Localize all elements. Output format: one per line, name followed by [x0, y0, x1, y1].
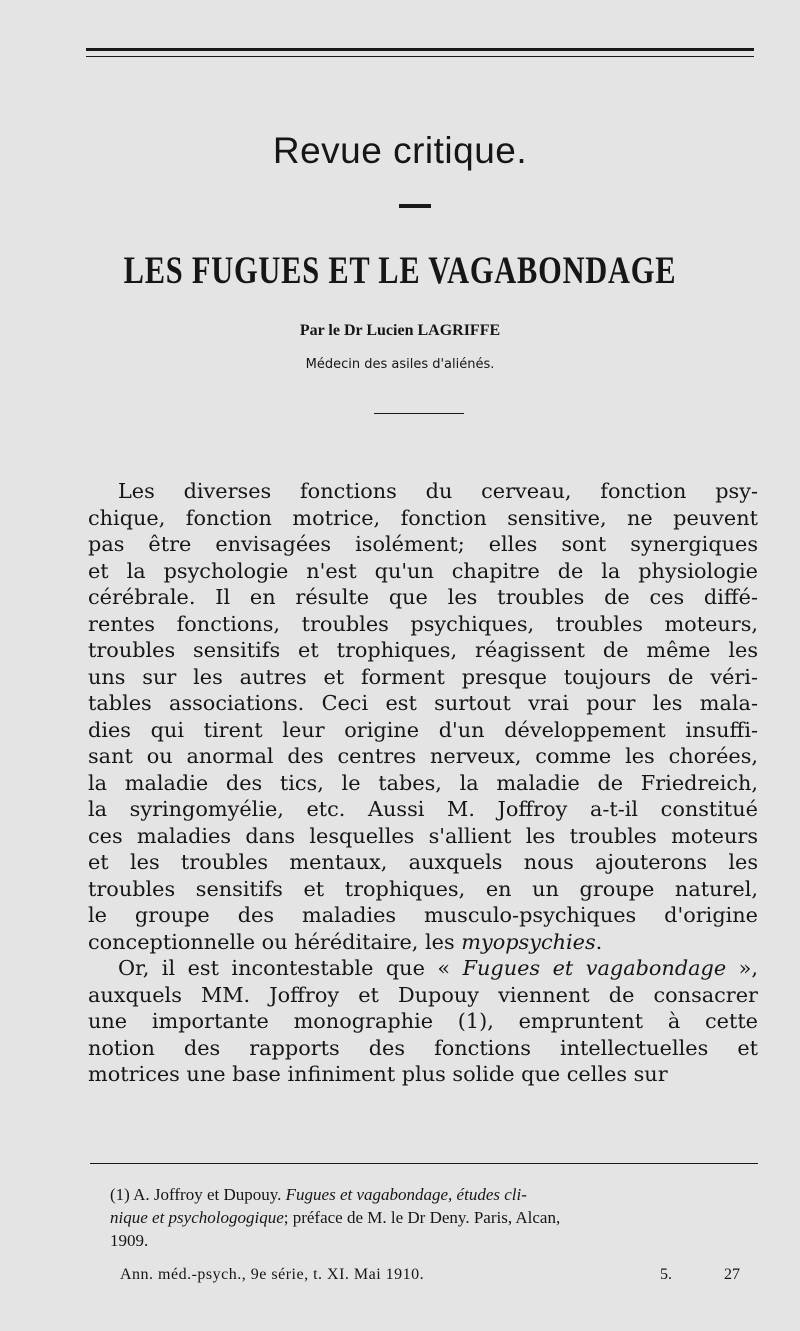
footnote	[110, 1183, 760, 1252]
footnote-line	[110, 1183, 760, 1206]
author-byline: Par le Dr Lucien LAGRIFFE	[299, 322, 501, 339]
text-line: Les diverses fonctions du cerveau, fonction psy-	[118, 479, 758, 503]
text-line: une importante monographie (1), empruntent à cette	[88, 1009, 758, 1033]
text-line: auxquels MM. Joffroy et Dupouy viennent de consacrer	[88, 982, 758, 1007]
text-span: ; préface de M. le Dr Deny. Paris, Alcan,	[283, 1208, 561, 1227]
page-number: 27	[724, 1266, 740, 1283]
text-line: troubles sensitifs et trophiques, réagissent de même les	[88, 638, 758, 662]
paragraph-1	[88, 478, 758, 929]
italic-book-title: Fugues et vagabondage	[462, 956, 727, 980]
text-line: et la psychologie n'est qu'un chapitre de la physiologie	[88, 558, 758, 583]
article-body	[88, 478, 758, 1088]
title-separator	[374, 413, 464, 414]
section-heading: Revue critique.	[272, 130, 528, 171]
text-span: .	[595, 929, 603, 954]
paragraph-1-last-line	[88, 929, 758, 956]
author-role: Médecin des asiles d'aliénés.	[305, 357, 495, 372]
text-line: pas être envisagées isolément; elles sont synergiques	[88, 532, 758, 556]
text-line: sant ou anormal des centres nerveux, comme les chorées,	[88, 744, 758, 768]
heading-dash	[399, 204, 431, 208]
journal-citation: Ann. méd.-psych., 9e série, t. XI. Mai 1910.	[120, 1266, 425, 1283]
signature-mark: 5.	[660, 1266, 672, 1283]
text-line: uns sur les autres et forment presque toujours de véri-	[88, 664, 758, 689]
text-span: conceptionnelle ou héréditaire, les	[88, 929, 462, 954]
italic-text: nique et psychologogique	[110, 1208, 284, 1227]
text-span: »,	[726, 956, 758, 980]
footnote-rule	[90, 1163, 758, 1164]
text-line: troubles sensitifs et trophiques, en un groupe naturel,	[88, 876, 758, 901]
text-line: rentes fonctions, troubles psychiques, troubles moteurs,	[88, 611, 758, 636]
footnote-line	[110, 1206, 760, 1229]
text-line: tables associations. Ceci est surtout vrai pour les mala-	[88, 691, 758, 715]
text-line: la maladie des tics, le tabes, la maladie de Friedreich,	[88, 770, 758, 795]
paragraph-2-first-line	[88, 955, 758, 982]
text-line: dies qui tirent leur origine d'un développement insuffi-	[88, 717, 758, 742]
paragraph-2	[88, 982, 758, 1088]
text-span: (1) A. Joffroy et Dupouy.	[110, 1185, 286, 1204]
italic-term: myopsychies	[461, 929, 596, 954]
text-line: ces maladies dans lesquelles s'allient les troubles moteurs	[88, 823, 758, 848]
text-line: chique, fonction motrice, fonction sensitive, ne peuvent	[88, 505, 758, 530]
header-rule-thin	[86, 56, 754, 57]
footnote-line: 1909.	[110, 1231, 149, 1250]
text-line: motrices une base infiniment plus solide que celles sur	[88, 1062, 668, 1086]
header-rule-thick	[86, 48, 754, 51]
text-line: le groupe des maladies musculo-psychiques d'origine	[88, 903, 758, 927]
text-line: notion des rapports des fonctions intellectuelles et	[88, 1035, 758, 1060]
text-line: la syringomyélie, etc. Aussi M. Joffroy a-t-il constitué	[88, 797, 758, 821]
italic-text: Fugues et vagabondage, études cli-	[285, 1185, 527, 1204]
text-span: Or, il est incontestable que «	[118, 956, 463, 980]
text-line: cérébrale. Il en résulte que les troubles de ces diffé-	[88, 585, 758, 609]
article-title: LES FUGUES ET LE VAGABONDAGE	[123, 249, 677, 292]
text-line: et les troubles mentaux, auxquels nous ajouterons les	[88, 850, 758, 874]
